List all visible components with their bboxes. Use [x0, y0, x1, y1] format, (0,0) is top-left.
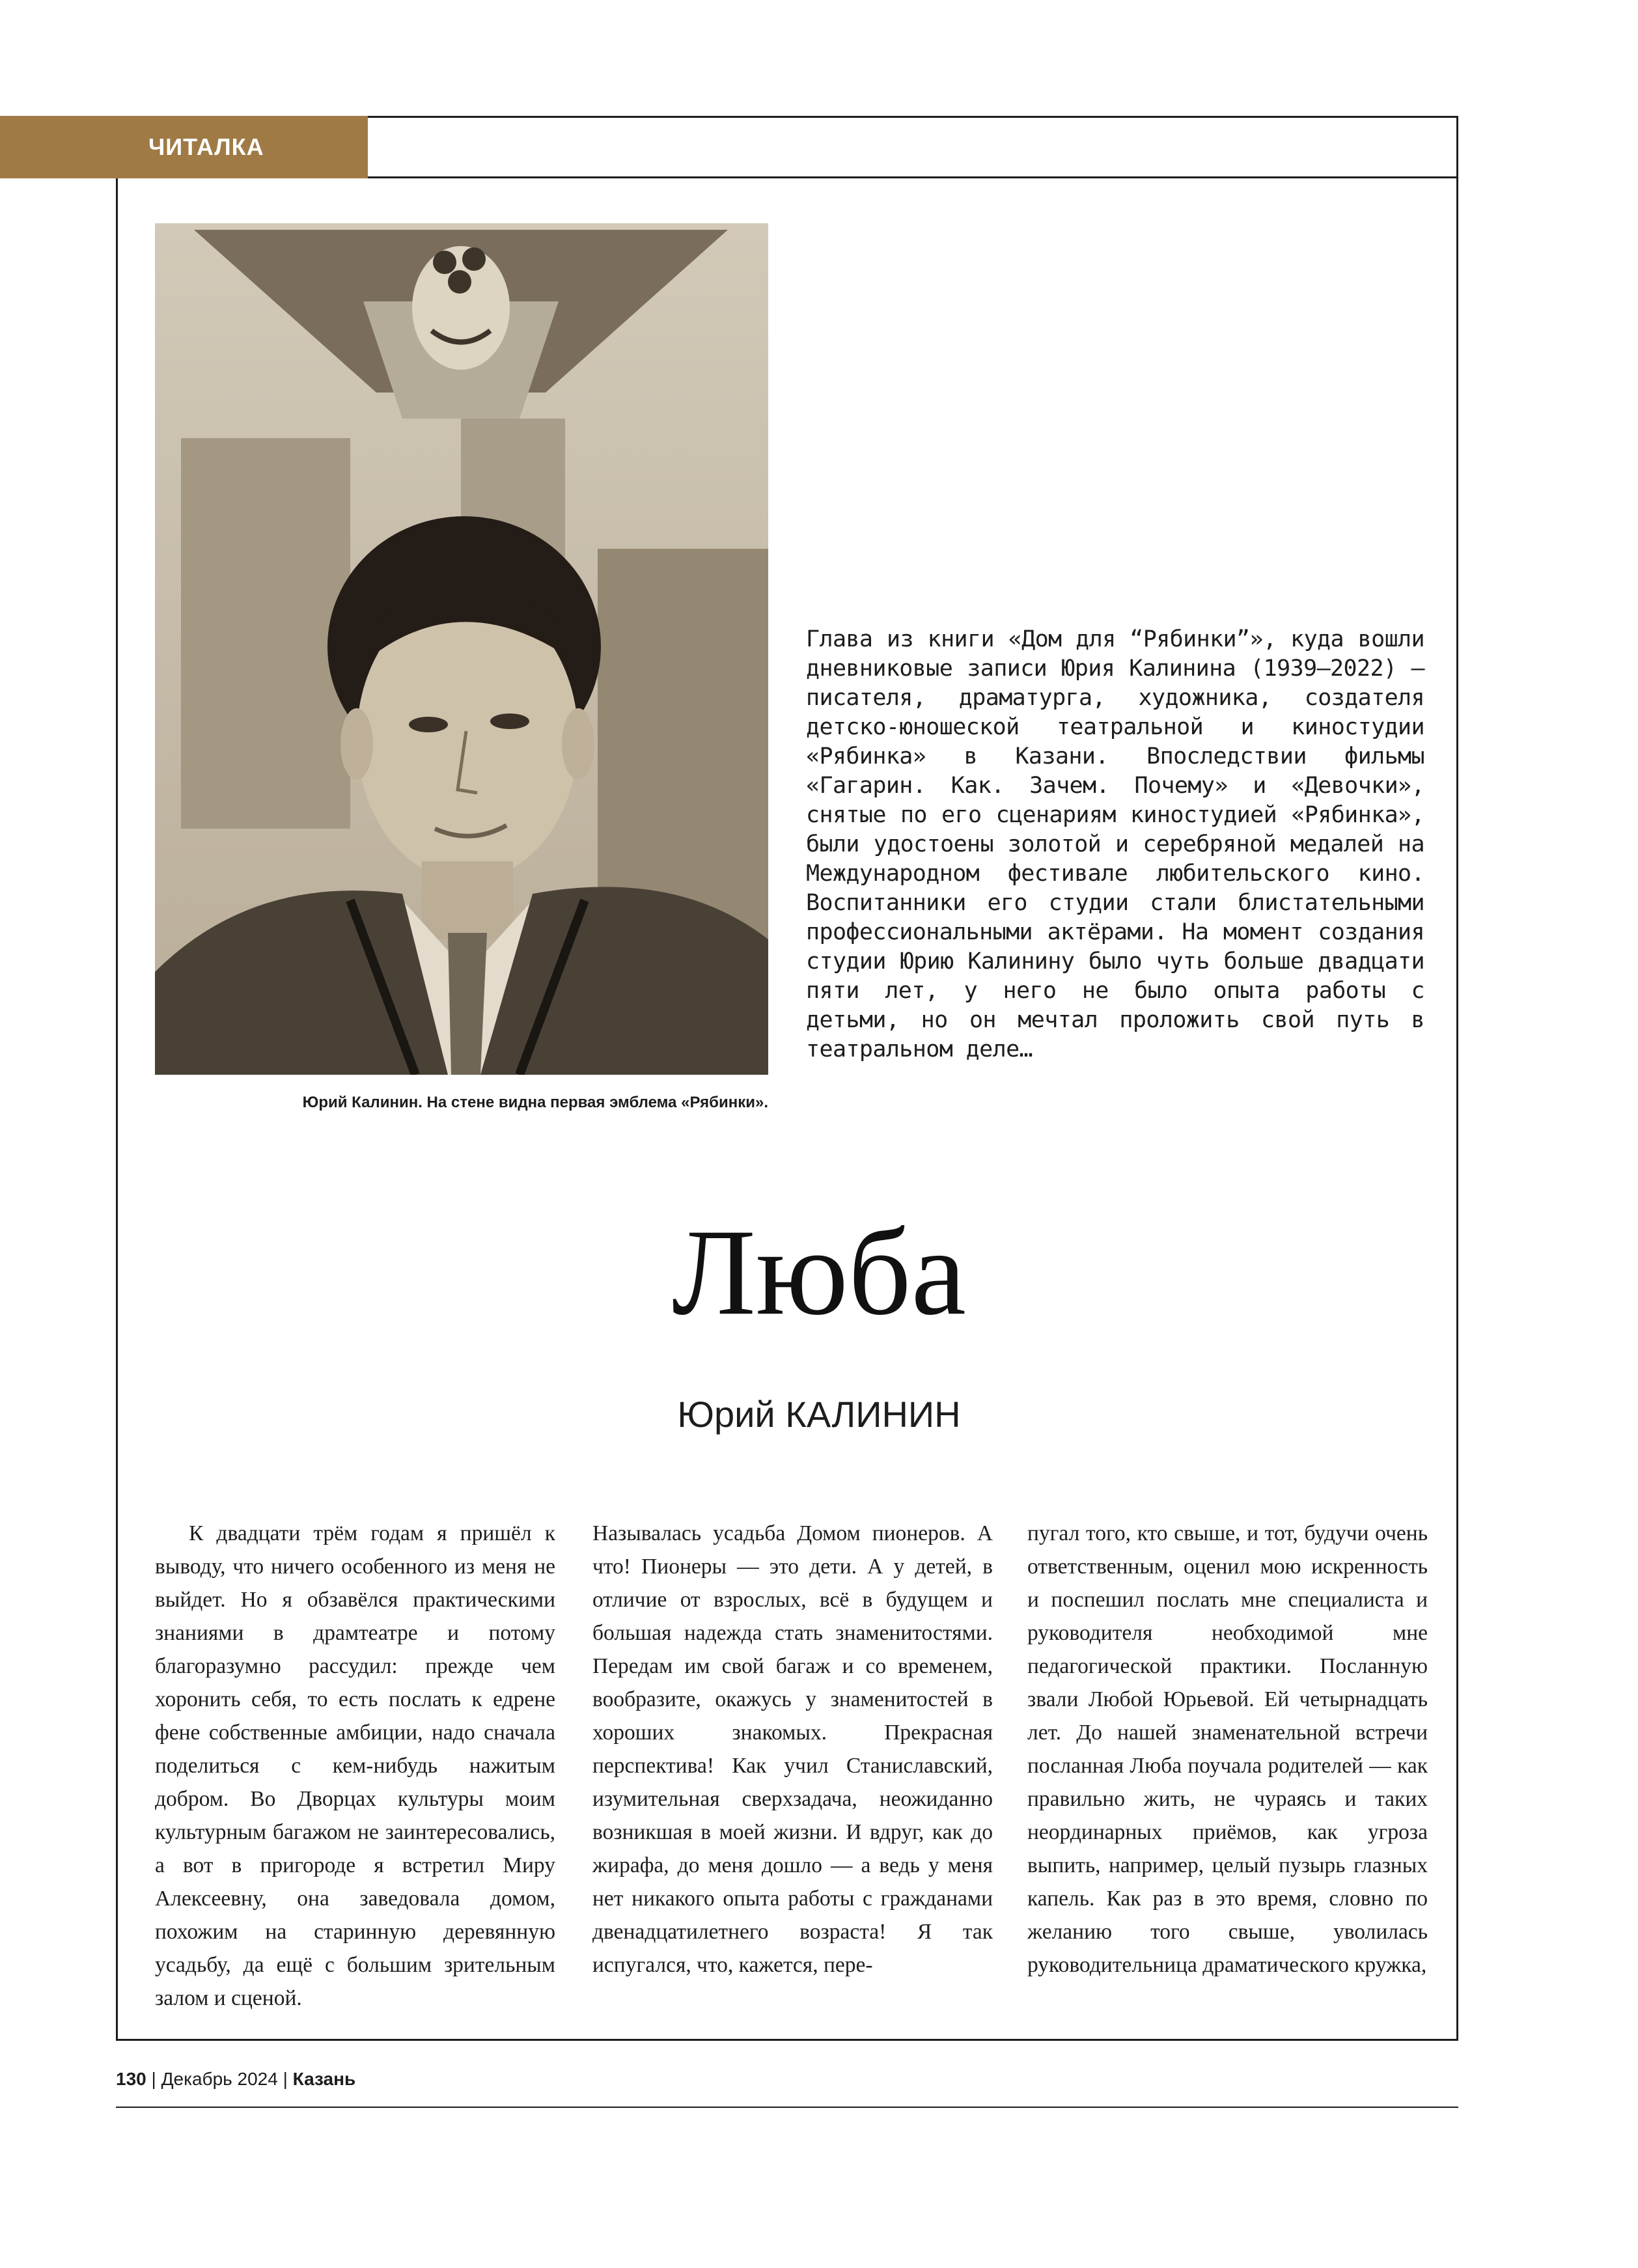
text-column-3 [1027, 1517, 1428, 1982]
portrait-image [155, 223, 768, 1075]
footer-rule [116, 2107, 1458, 2108]
frame-bottom-rule [116, 2039, 1458, 2041]
page-number: 130 [116, 2069, 146, 2089]
article-author: Юрий КАЛИНИН [677, 1394, 961, 1435]
section-label: ЧИТАЛКА [148, 133, 264, 160]
lead-paragraph: Глава из книги «Дом для “Рябинки”», куда вошли дневниковые записи Юрия Калинина (1939–2022) — писателя, драматурга, художника, создателя детско-юношеской театральной и киностудии «Рябинка» в Казани. Впоследствии фильмы «Гагарин. Как. Зачем. Почему» и «Девочки», снятые по его сценариям киностудией «Рябинка», были удостоены золотой и серебряной медалей на Международном фестивале любительского кино. Воспитанники его студии стали блистательными профессиональными актёрами. На момент создания студии Юрию Калинину было чуть больше двадцати пяти лет, у него не было опыта работы с детьми, но он мечтал проложить свой путь в театральном деле… [806, 626, 1424, 1062]
photo-caption: Юрий Калинин. На стене видна первая эмблема «Рябинки». [302, 1094, 768, 1111]
column-1-text: К двадцати трём годам я пришёл к выводу, что ничего особенного из меня не выйдет. Но я обзавёлся практическими знаниями в драмтеатре и потому благоразумно рассудил: прежде чем хоронить себя, то есть послать к едрене фене собственные амбиции, надо сначала поделиться с кем-нибудь нажитым добром. Во Дворцах культуры моим культурным багажом не заинтересовались, а вот в пригороде я встретил Миру Алексеевну, она заведовала домом, похожим на старинную деревянную усадьбу, да ещё с большим зрительным залом и сценой. [155, 1521, 555, 2010]
page-footer [116, 2069, 355, 2090]
author-photo [155, 223, 768, 1075]
magazine-name: Казань [292, 2069, 356, 2089]
frame-left-rule [116, 178, 118, 2041]
column-2-text: Называлась усадьба Домом пионеров. А что! Пионеры — это дети. А у детей, в отличие от взрослых, всё в будущем и большая надежда стать знаменитостями. Передам им свой багаж и со временем, вообразите, окажусь у знаменитостей в хороших знакомых. Прекрасная перспектива! Как учил Станиславский, изумительная сверхзадача, неожиданно возникшая в моей жизни. И вдруг, как до жирафа, до меня дошло — а ведь у меня нет никакого опыта работы с гражданами двенадцатилетнего возраста! Я так испугался, что, кажется, пере- [592, 1521, 993, 1977]
footer-separator-1: | [151, 2069, 156, 2089]
issue-date: Декабрь 2024 [161, 2069, 278, 2089]
text-column-1 [155, 1517, 555, 2015]
footer-separator-2: | [283, 2069, 288, 2089]
text-column-2 [592, 1517, 993, 1982]
article-title: Люба [672, 1204, 966, 1341]
column-3-text: пугал того, кто свыше, и тот, будучи очень ответственным, оценил мою искренность и поспешил послать мне специалиста и руководителя необходимой мне педагогической практики. Посланную звали Любой Юрьевой. Ей четырнадцать лет. До нашей знаменательной встречи посланная Люба поучала родителей — как правильно жить, не чураясь и таких неординарных приёмов, как угроза выпить, например, целый пузырь глазных капель. Как раз в это время, словно по желанию того свыше, уволилась руководительница драматического кружка, [1027, 1521, 1428, 1977]
